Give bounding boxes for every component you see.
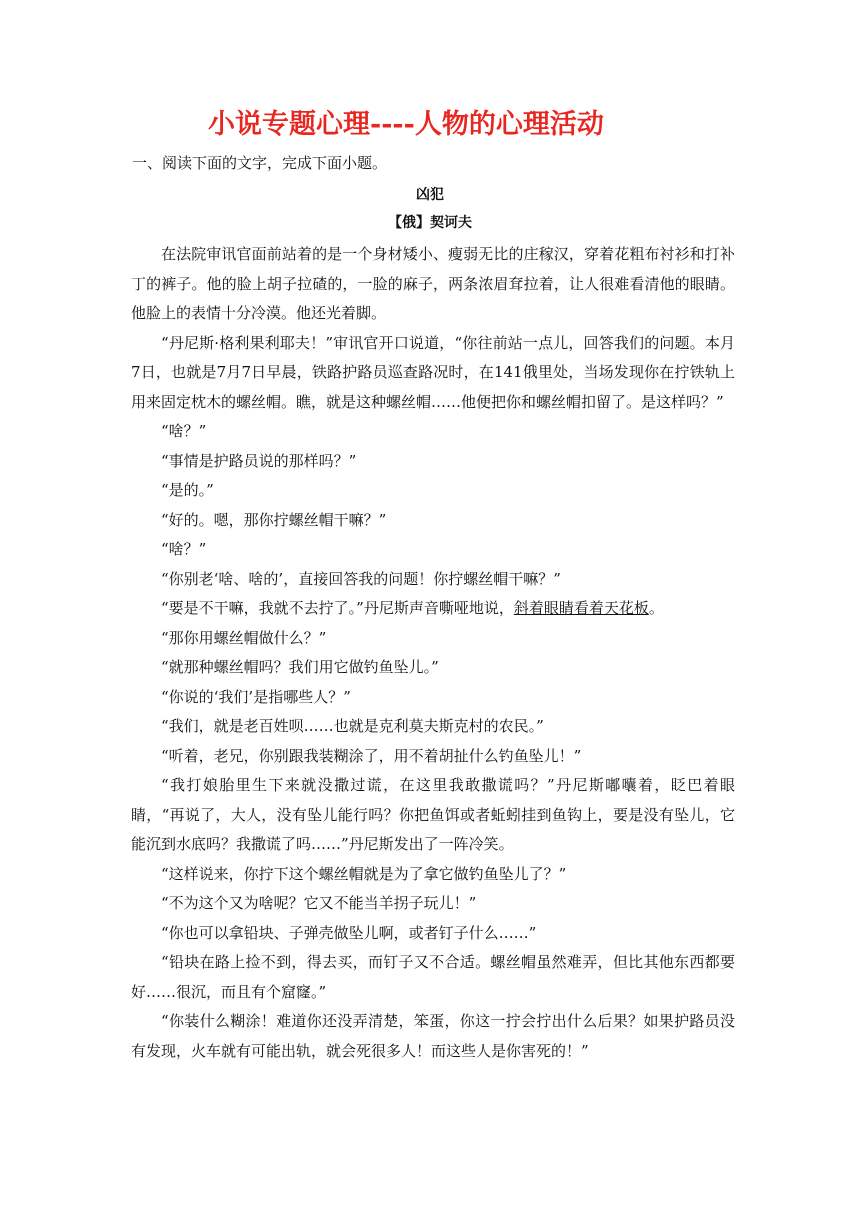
paragraph: “不为这个又为啥呢？它又不能当羊拐子玩儿！” [161, 894, 477, 912]
paragraph: 在法院审讯官面前站着的是一个身材矮小、瘦弱无比的庄稼汉，穿着花粗布衬衫和打补丁的裤子。他的脸上胡子拉碴的，一脸的麻子，两条浓眉耷拉着，让人很难看清他的眼睛。他脸上的表情十分冷漠。他还光着脚。 [131, 245, 735, 322]
paragraph: “铅块在路上捡不到，得去买，而钉子又不合适。螺丝帽虽然难弄，但比其他东西都要好……很沉，而且有个窟窿。” [131, 953, 735, 1001]
story-title: 凶犯 [416, 187, 444, 203]
paragraph-with-underline [131, 594, 735, 624]
story-body [131, 240, 735, 1066]
paragraph: “是的。” [161, 481, 214, 499]
paragraph: “那你用螺丝帽做什么？” [161, 628, 327, 647]
story-author: 【俄】契诃夫 [388, 215, 472, 231]
paragraph-text: 。 [648, 599, 664, 617]
paragraph: “我们，就是老百姓呗……也就是克利莫夫斯克村的农民。” [161, 717, 544, 735]
underlined-phrase: 斜着眼睛看着天花板 [513, 599, 649, 617]
paragraph: “啥？” [161, 422, 207, 440]
paragraph: “好的。嗯，那你拧螺丝帽干嘛？” [161, 510, 387, 529]
paragraph: “丹尼斯·格利果利耶夫！”审讯官开口说道，“你往前站一点儿，回答我们的问题。本月7日，也就是7月7日早晨，铁路护路员巡查路况时，在141俄里处，当场发现你在拧铁轨上用来固定枕木的螺丝帽。瞧，就是这种螺丝帽……他便把你和螺丝帽扣留了。是这样吗？” [131, 333, 735, 411]
paragraph: “啥？” [161, 540, 207, 558]
paragraph: “你装什么糊涂！难道你还没弄清楚，笨蛋，你这一拧会拧出什么后果？如果护路员没有发现，火车就有可能出轨，就会死很多人！而这些人是你害死的！” [131, 1012, 735, 1060]
paragraph: “听着，老兄，你别跟我装糊涂了，用不着胡扯什么钓鱼坠儿！” [161, 746, 582, 765]
question-instruction: 一、阅读下面的文字，完成下面小题。 [132, 154, 388, 172]
paragraph: “事情是护路员说的那样吗？” [161, 451, 357, 470]
paragraph: “你也可以拿铅块、子弹壳做坠儿啊，或者钉子什么……” [161, 923, 537, 942]
paragraph: “你说的‘我们’是指哪些人？” [161, 687, 351, 706]
paragraph: “我打娘胎里生下来就没撒过谎，在这里我敢撒谎吗？”丹尼斯嘟囔着，眨巴着眼睛，“再说了，大人，没有坠儿能行吗？你把鱼饵或者蚯蚓挂到鱼钩上，要是没有坠儿，它能沉到水底吗？我撒谎了吗……”丹尼斯发出了一阵冷笑。 [131, 776, 735, 853]
paragraph: “你别老‘啥、啥的’，直接回答我的问题！你拧螺丝帽干嘛？” [161, 569, 561, 588]
page-title: 小说专题心理----人物的心理活动 [208, 109, 604, 140]
paragraph: “这样说来，你拧下这个螺丝帽就是为了拿它做钓鱼坠儿了？” [161, 864, 567, 883]
paragraph: “就那种螺丝帽吗？我们用它做钓鱼坠儿。” [161, 658, 439, 676]
paragraph-text: “要是不干嘛，我就不去拧了。”丹尼斯声音嘶哑地说， [161, 599, 514, 617]
